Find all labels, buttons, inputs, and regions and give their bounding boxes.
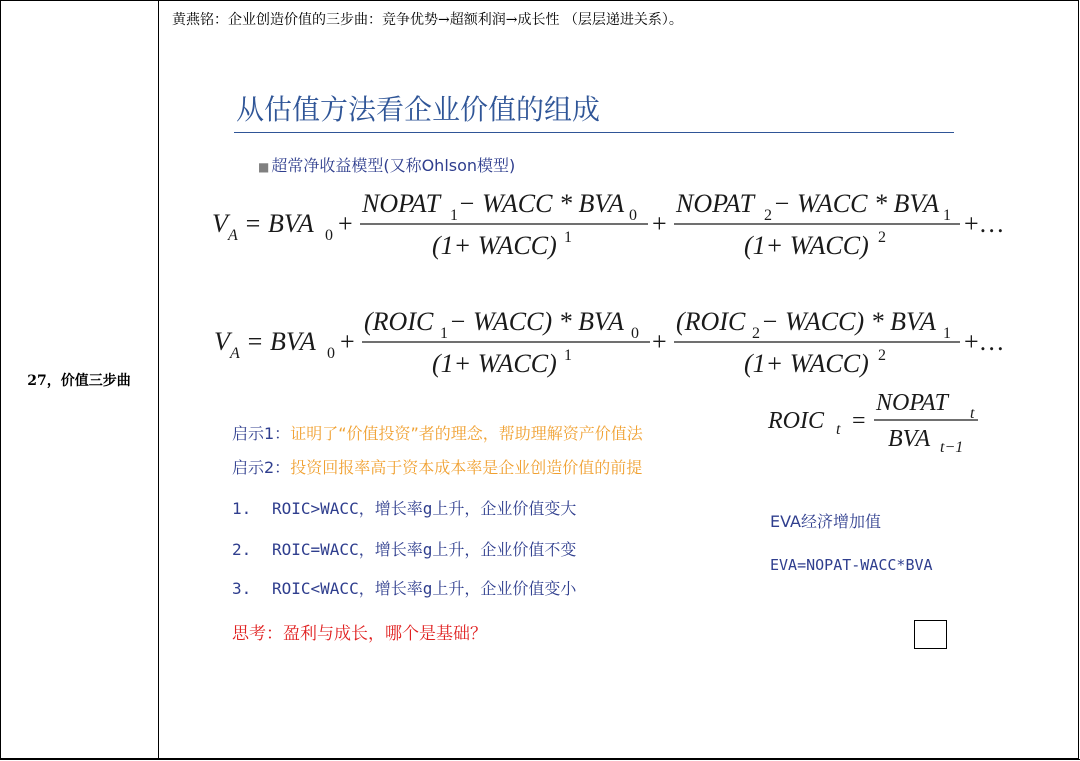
svg-text:+…: +…: [964, 209, 1005, 238]
insight-2-label: 启示2：: [232, 458, 291, 477]
svg-text:+: +: [338, 209, 353, 238]
slide-title: 从估值方法看企业价值的组成: [236, 93, 601, 126]
list-item-text: ROIC=WACC，增长率g上升，企业价值不变: [272, 540, 577, 559]
svg-text:A: A: [228, 227, 238, 244]
svg-text:0: 0: [325, 227, 333, 244]
svg-text:1: 1: [943, 325, 951, 342]
svg-text:=: =: [852, 408, 866, 434]
svg-text:(1+ WACC): (1+ WACC): [432, 231, 557, 260]
model-bullet: [258, 153, 515, 176]
svg-text:(ROIC: (ROIC: [364, 307, 434, 336]
row-label: 27，价值三步曲: [27, 373, 131, 389]
svg-text:V: V: [212, 209, 228, 238]
roic-definition: [764, 386, 994, 462]
svg-text:+: +: [652, 209, 667, 238]
svg-text:+…: +…: [964, 327, 1005, 356]
svg-text:− WACC) * BVA: − WACC) * BVA: [761, 307, 936, 336]
empty-checkbox[interactable]: [914, 620, 947, 649]
svg-text:ROIC: ROIC: [768, 408, 824, 434]
header-quote: 黄燕铭：企业创造价值的三步曲：竞争优势→超额利润→成长性 （层层递进关系）。: [172, 12, 683, 28]
svg-text:2: 2: [764, 207, 772, 224]
list-item-number: 3.: [232, 579, 252, 598]
column-divider: [158, 0, 159, 759]
svg-text:− WACC * BVA: − WACC * BVA: [773, 189, 940, 218]
svg-text:t: t: [970, 405, 975, 422]
svg-text:+: +: [340, 327, 355, 356]
list-item-number: 2.: [232, 540, 252, 559]
insight-1-text: 证明了“价值投资”者的理念，帮助理解资产价值法: [290, 424, 643, 443]
svg-text:1: 1: [564, 229, 572, 246]
svg-text:A: A: [230, 345, 240, 362]
table-bottom-border: [0, 759, 1080, 760]
svg-text:2: 2: [878, 229, 886, 246]
svg-text:1: 1: [564, 347, 572, 364]
insight-1-label: 启示1：: [232, 424, 291, 443]
svg-text:1: 1: [450, 207, 458, 224]
title-underline: [234, 132, 954, 133]
svg-text:2: 2: [752, 325, 760, 342]
list-item: [232, 537, 576, 560]
think-question: 思考：盈利与成长，哪个是基础？: [232, 624, 487, 644]
svg-text:BVA: BVA: [888, 426, 931, 452]
formula-nopat: [200, 182, 1020, 272]
list-item: [232, 576, 576, 599]
svg-text:NOPAT: NOPAT: [362, 189, 441, 218]
list-item-number: 1.: [232, 499, 252, 518]
model-bullet-text: 超常净收益模型(又称Ohlson模型): [271, 156, 516, 175]
insight-1: [232, 421, 643, 444]
svg-text:2: 2: [878, 347, 886, 364]
svg-text:(1+ WACC): (1+ WACC): [744, 231, 869, 260]
svg-text:0: 0: [327, 345, 335, 362]
eva-title: EVA经济增加值: [770, 512, 881, 531]
svg-text:t: t: [836, 421, 841, 438]
square-bullet-icon: ■: [258, 160, 270, 174]
svg-text:(ROIC: (ROIC: [676, 307, 746, 336]
svg-text:1: 1: [943, 207, 951, 224]
svg-text:= BVA: = BVA: [246, 327, 316, 356]
svg-text:V: V: [214, 327, 230, 356]
svg-text:1: 1: [440, 325, 448, 342]
insight-2: [232, 455, 642, 478]
svg-text:− WACC) * BVA: − WACC) * BVA: [449, 307, 624, 336]
list-item-text: ROIC<WACC，增长率g上升，企业价值变小: [272, 579, 577, 598]
svg-text:− WACC * BVA: − WACC * BVA: [458, 189, 625, 218]
svg-text:0: 0: [629, 207, 637, 224]
list-item-text: ROIC>WACC，增长率g上升，企业价值变大: [272, 499, 577, 518]
formula-roic: [200, 300, 1020, 390]
eva-formula: EVA=NOPAT-WACC*BVA: [770, 556, 933, 574]
list-item: [232, 496, 576, 519]
svg-text:NOPAT: NOPAT: [876, 390, 949, 416]
svg-text:(1+ WACC): (1+ WACC): [432, 349, 557, 378]
svg-text:= BVA: = BVA: [244, 209, 314, 238]
svg-text:t−1: t−1: [940, 439, 964, 456]
svg-text:0: 0: [631, 325, 639, 342]
svg-text:NOPAT: NOPAT: [676, 189, 755, 218]
insight-2-text: 投资回报率高于资本成本率是企业创造价值的前提: [290, 458, 643, 477]
svg-text:+: +: [652, 327, 667, 356]
svg-text:(1+ WACC): (1+ WACC): [744, 349, 869, 378]
